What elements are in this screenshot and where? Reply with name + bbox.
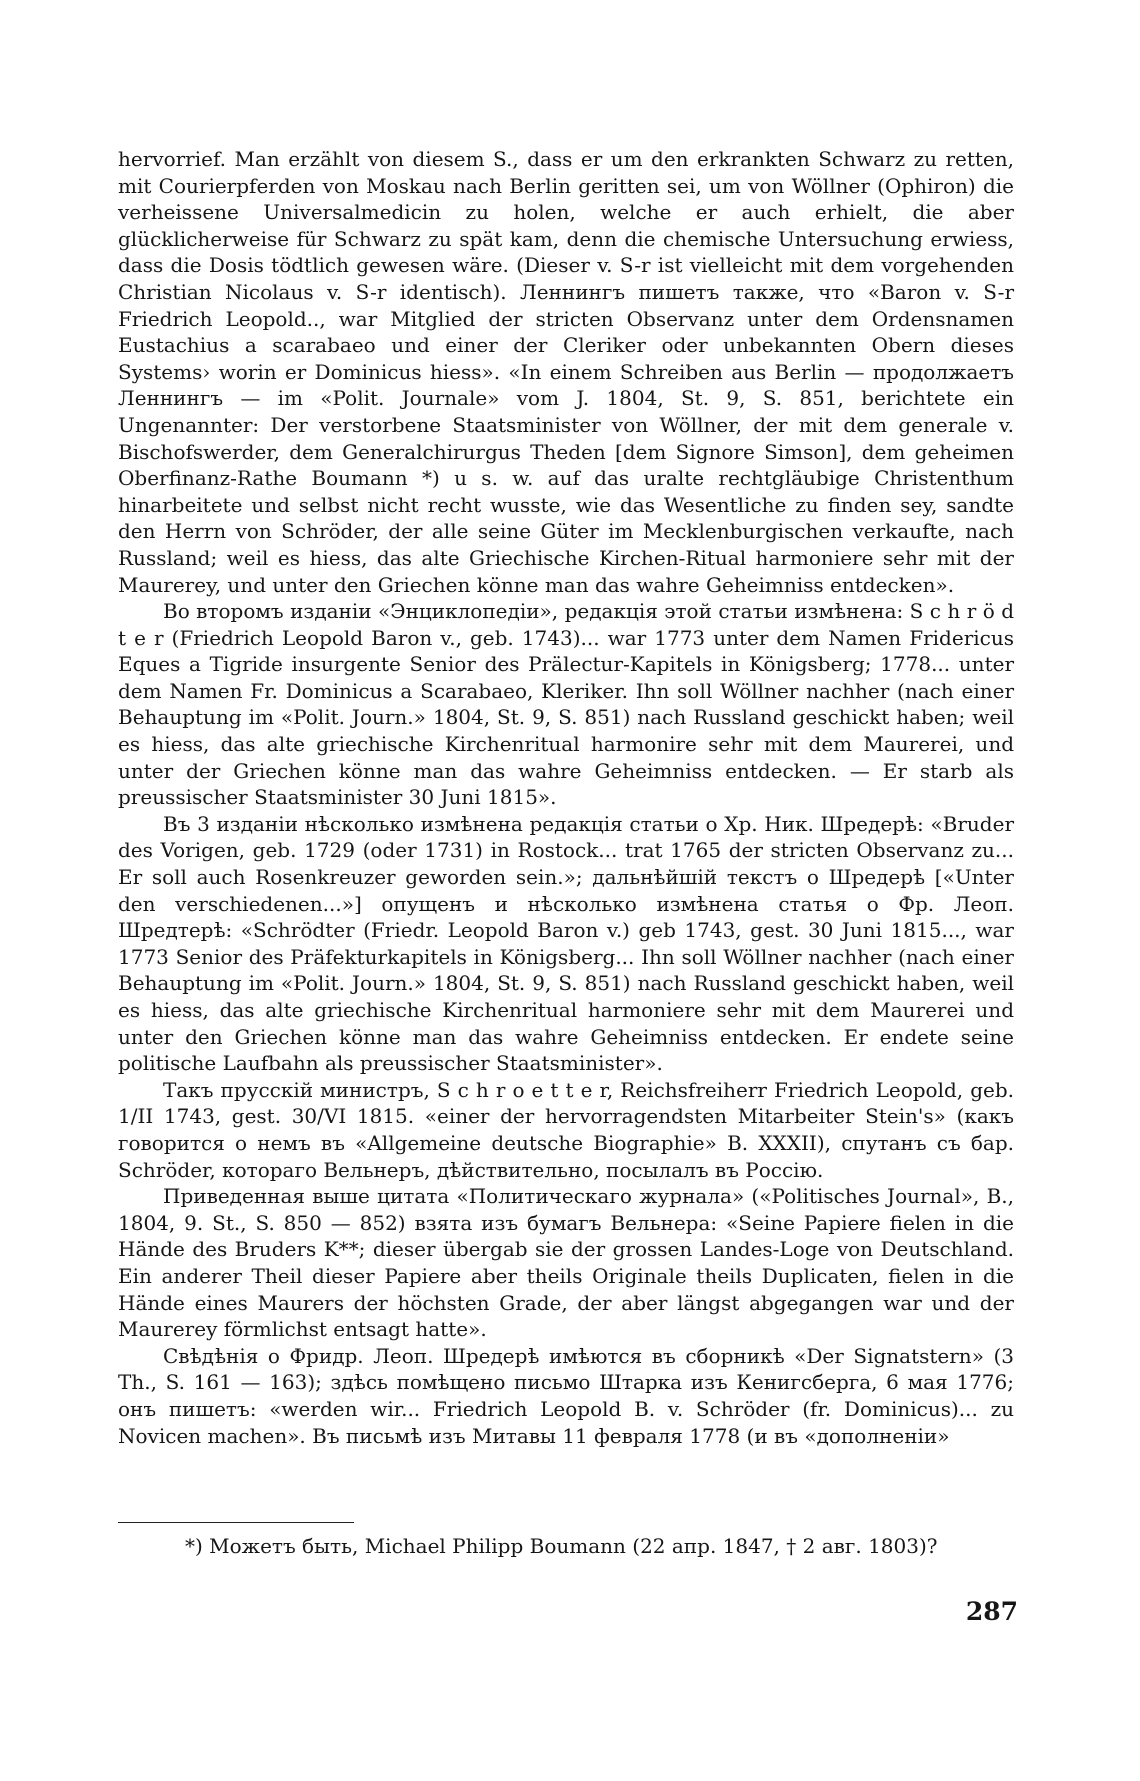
- paragraph-2: Во второмъ изданіи «Энциклопедіи», редакція этой статьи измѣнена: S c h r ö d t e r (Friedrich Leopold Baron v., geb. 1743)... war 1773 unter dem Namen Fridericus Eques a Tigride insurgente Senior des Prälectur-Kapitels in Königsberg; 1778... unter dem Namen Fr. Dominicus a Scarabaeo, Kleriker. Ihn soll Wöllner nachher (nach einer Behauptung im «Polit. Journ.» 1804, St. 9, S. 851) nach Russland geschickt haben; weil es hiess, das alte griechische Kirchenritual harmonire sehr mit dem Maurerei, und unter der Griechen könne man das wahre Geheimniss entdecken. — Er starb als preussischer Staatsminister 30 Juni 1815».: [118, 599, 1014, 810]
- paragraph-5: Приведенная выше цитата «Политическаго журнала» («Politisches Journal», B., 1804, 9. St., S. 850 — 852) взята изъ бумагъ Вельнера: «Seine Papiere fielen in die Hände des Bruders K**; dieser übergab sie der grossen Landes-Loge von Deutschland. Ein anderer Theil dieser Papiere aber theils Originale theils Duplicaten, fielen in die Hände eines Maurers der höchsten Grade, der aber längst abgegangen war und der Maurerey förmlichst entsagt hatte».: [118, 1184, 1014, 1342]
- paragraph-1: hervorrief. Man erzählt von diesem S., dass er um den erkrankten Schwarz zu retten, mit Courierpferden von Moskau nach Berlin geritten sei, um von Wöllner (Ophiron) die verheissene Universalmedicin zu holen, welche er auch erhielt, die aber glücklicherweise für Schwarz zu spät kam, denn die chemische Untersuchung erwiess, dass die Dosis tödtlich gewesen wäre. (Dieser v. S-r ist vielleicht mit dem vorgehenden Christian Nicolaus v. S-r identisch). Леннингъ пишетъ также, что «Baron v. S-r Friedrich Leopold.., war Mitglied der stricten Observanz unter dem Ordensnamen Eustachius a scarabaeo und einer der Cleriker oder unbekannten Obern dieses Systems› worin er Dominicus hiess». «In einem Schreiben aus Berlin — продолжаетъ Леннингъ — im «Polit. Journale» vom J. 1804, St. 9, S. 851, berichtete ein Ungenannter: Der verstorbene Staatsminister von Wöllner, der mit dem generale v. Bischofswerder, dem Generalchirurgus Theden [dem Signore Simson], dem geheimen Oberfinanz-Rathe Boumann *) u s. w. auf das uralte rechtgläubige Christenthum hinarbeitete und selbst nicht recht wusste, wie das Wesentliche zu finden sey, sandte den Herrn von Schröder, der alle seine Güter im Mecklenburgischen verkaufte, nach Russland; weil es hiess, das alte Griechische Kirchen-Ritual harmoniere sehr mit der Maurerey, und unter den Griechen könne man das wahre Geheimniss entdecken».: [118, 147, 1014, 597]
- paragraph-6: Свѣдѣнія о Фридр. Леоп. Шредерѣ имѣются въ сборникѣ «Der Signatstern» (3 Th., S. 161 — 163); здѣсь помѣщено письмо Штарка изъ Кенигсберга, 6 мая 1776; онъ пишетъ: «werden wir... Friedrich Leopold B. v. Schröder (fr. Dominicus)... zu Novicen machen». Въ письмѣ изъ Митавы 11 февраля 1778 (и въ «дополненіи»: [118, 1343, 1014, 1448]
- footnote-divider: [118, 1522, 354, 1523]
- footnote: *) Можетъ быть, Michael Philipp Boumann (22 апр. 1847, † 2 авг. 1803)?: [185, 1534, 938, 1558]
- paragraph-4: Такъ прусскій министръ, S c h r o e t t e r, Reichsfreiherr Friedrich Leopold, geb. 1/II 1743, gest. 30/VI 1815. «einer der hervorragendsten Mitarbeiter Stein's» (какъ говорится о немъ въ «Allgemeine deutsche Biographie» B. XXXII), спутанъ съ бар. Schröder, котораго Вельнеръ, дѣйствительно, посылалъ въ Россію.: [118, 1077, 1014, 1182]
- page-number: 287: [965, 1597, 1018, 1626]
- body-text: [118, 146, 1014, 1449]
- paragraph-3: Въ 3 изданіи нѣсколько измѣнена редакція статьи о Хр. Ник. Шредерѣ: «Bruder des Vorigen, geb. 1729 (oder 1731) in Rostock... trat 1765 der stricten Observanz zu... Er soll auch Rosenkreuzer geworden sein.»; дальнѣйшій текстъ о Шредерѣ [«Unter den verschiedenen...»] опущенъ и нѣсколько измѣнена статья о Фр. Леоп. Шредтерѣ: «Schrödter (Friedr. Leopold Baron v.) geb 1743, gest. 30 Juni 1815..., war 1773 Senior des Präfekturkapitels in Königsberg... Ihn soll Wöllner nachher (nach einer Behauptung im «Polit. Journ.» 1804, St. 9, S. 851) nach Russland geschickt haben, weil es hiess, das alte griechische Kirchenritual harmoniere sehr mit dem Maurerei und unter den Griechen könne man das wahre Geheimniss entdecken. Er endete seine politische Laufbahn als preussischer Staatsminister».: [118, 811, 1014, 1076]
